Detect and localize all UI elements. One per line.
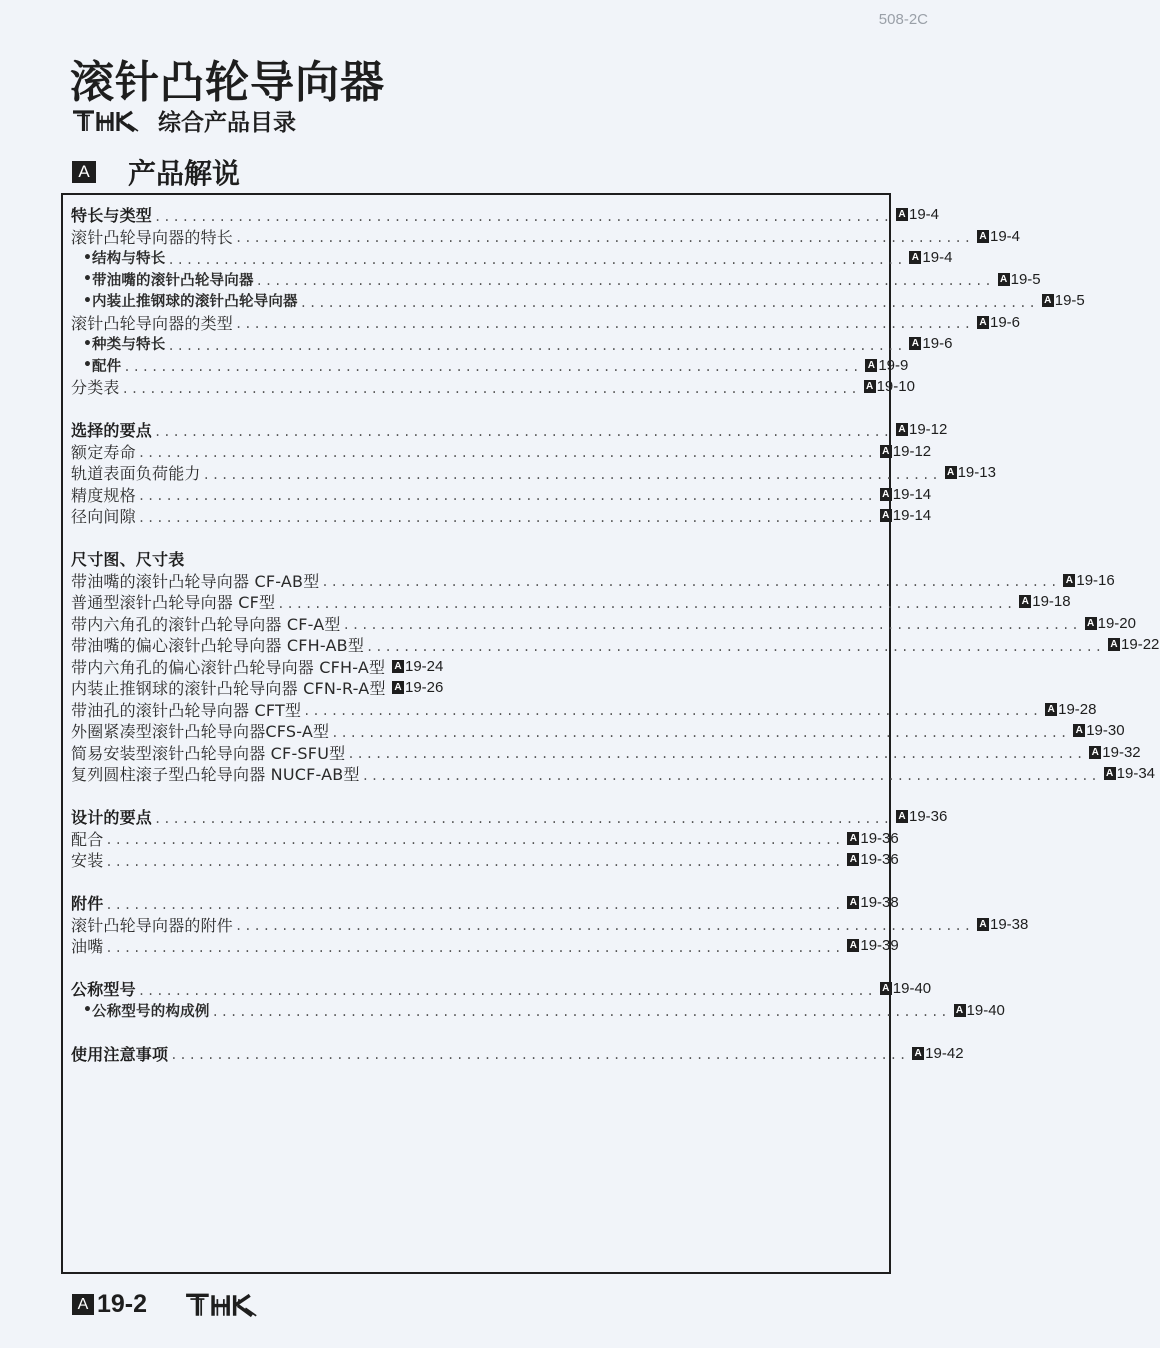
dot-leader: ................................................................................ xyxy=(321,575,1060,590)
section-a-icon: A xyxy=(896,423,908,436)
toc-page-number: 19-14 xyxy=(892,485,932,503)
toc-page-ref xyxy=(880,486,932,503)
toc-page-number: 19-4 xyxy=(989,227,1021,245)
section-title: 产品解说 xyxy=(128,157,241,190)
toc-page-ref xyxy=(909,249,961,266)
toc-page-number: 19-39 xyxy=(860,937,899,955)
toc-page-ref xyxy=(1045,701,1097,718)
section-a-icon: A xyxy=(1108,638,1120,651)
toc-page-number: 19-34 xyxy=(1116,765,1156,783)
toc-page-ref xyxy=(847,851,899,868)
toc-page-ref xyxy=(912,1045,964,1062)
dot-leader: ................................................................................ xyxy=(235,919,973,934)
toc-page-ref xyxy=(392,658,444,675)
bullet-icon: • xyxy=(83,1002,92,1019)
toc-page-number: 19-22 xyxy=(1121,636,1160,654)
toc-entry-label: 径向间隙 xyxy=(71,507,136,527)
toc-entry-label: 种类与特长 xyxy=(91,337,166,354)
section-a-icon: A xyxy=(392,660,404,673)
toc-entry[interactable] xyxy=(71,441,932,463)
toc-page-ref xyxy=(977,314,1029,331)
toc-entry-label: 普通型滚针凸轮导向器 CF型 xyxy=(71,593,276,613)
section-heading xyxy=(72,152,240,192)
toc-entry-label: 结构与特长 xyxy=(91,251,166,268)
toc-page-ref xyxy=(1019,593,1071,610)
toc-page-number: 19-38 xyxy=(860,894,899,912)
thk-logo xyxy=(72,109,148,133)
toc-page-number: 19-32 xyxy=(1102,743,1141,761)
table-of-contents xyxy=(71,204,1160,1064)
dot-leader: ................................................................................ xyxy=(137,510,876,525)
toc-entry-label: 尺寸图、尺寸表 xyxy=(71,550,185,570)
toc-page-number: 19-38 xyxy=(989,915,1029,933)
toc-entry[interactable] xyxy=(71,548,444,570)
section-a-icon: A xyxy=(912,1047,924,1060)
section-a-icon: A xyxy=(896,810,908,823)
section-a-icon: A xyxy=(909,337,921,350)
toc-page-ref xyxy=(896,206,948,223)
toc-entry[interactable] xyxy=(71,570,1115,592)
section-a-icon: A xyxy=(1042,294,1054,307)
toc-entry-label: 设计的要点 xyxy=(71,808,153,828)
toc-entry[interactable] xyxy=(71,763,1156,785)
toc-entry[interactable] xyxy=(71,333,953,355)
toc-entry-label: 内装止推钢球的滚针凸轮导向器 CFN-R-A型 xyxy=(71,679,386,699)
section-a-icon: A xyxy=(864,380,876,393)
dot-leader: ................................................................................ xyxy=(347,747,1086,762)
section-a-icon: A xyxy=(1063,574,1075,587)
dot-leader: ................................................................................ xyxy=(299,295,1038,310)
toc-page-number: 19-40 xyxy=(892,980,932,998)
toc-page-number: 19-5 xyxy=(1010,270,1041,288)
bullet-icon: • xyxy=(83,292,92,309)
toc-spacer xyxy=(71,527,444,549)
toc-page-number: 19-30 xyxy=(1086,722,1125,740)
toc-entry[interactable] xyxy=(71,355,909,377)
toc-page-number: 19-12 xyxy=(908,421,948,439)
page-title: 滚针凸轮导向器 xyxy=(70,57,385,108)
toc-page-ref xyxy=(1063,572,1115,589)
dot-leader: ................................................................................ xyxy=(202,467,941,482)
toc-entry[interactable] xyxy=(71,892,899,914)
toc-entry[interactable] xyxy=(71,742,1141,764)
toc-entry[interactable] xyxy=(71,677,444,699)
toc-page-number: 19-26 xyxy=(405,679,444,697)
toc-entry-label: 带内六角孔的滚针凸轮导向器 CF-A型 xyxy=(71,614,341,634)
toc-page-ref xyxy=(998,271,1050,288)
toc-entry-label: 滚针凸轮导向器的附件 xyxy=(71,915,234,935)
toc-entry-label: 选择的要点 xyxy=(71,421,153,441)
toc-entry[interactable] xyxy=(71,290,1085,312)
section-a-icon: A xyxy=(1085,617,1097,630)
toc-page-ref xyxy=(896,808,948,825)
section-a-icon: A xyxy=(954,1004,966,1017)
toc-page-number: 19-12 xyxy=(892,442,932,460)
toc-page-number: 19-20 xyxy=(1097,614,1136,632)
toc-page-number: 19-14 xyxy=(892,507,932,525)
toc-entry-label: 滚针凸轮导向器的特长 xyxy=(71,227,234,247)
toc-page-ref xyxy=(1089,744,1141,761)
toc-spacer xyxy=(71,398,444,420)
toc-entry[interactable] xyxy=(71,226,1021,248)
toc-page-number: 19-13 xyxy=(957,464,996,482)
section-a-icon: A xyxy=(998,273,1010,286)
dot-leader: ................................................................................ xyxy=(154,811,892,826)
document-code: 508-2C xyxy=(878,11,928,28)
toc-entry-label: 公称型号 xyxy=(71,980,136,1000)
toc-page-number: 19-5 xyxy=(1054,292,1085,310)
toc-page-number: 19-16 xyxy=(1076,571,1115,589)
toc-page-ref xyxy=(880,507,932,524)
section-a-icon: A xyxy=(880,509,892,522)
toc-entry-label: 附件 xyxy=(71,894,104,914)
section-a-icon: A xyxy=(847,832,859,845)
toc-page-number: 19-18 xyxy=(1032,593,1071,611)
toc-page-number: 19-9 xyxy=(878,356,909,374)
toc-page-ref xyxy=(945,464,997,481)
toc-spacer xyxy=(71,1021,444,1043)
toc-entry[interactable] xyxy=(71,656,444,678)
toc-entry[interactable] xyxy=(71,978,932,1000)
toc-entry[interactable] xyxy=(71,204,940,226)
dot-leader: ................................................................................ xyxy=(211,1005,950,1020)
dot-leader: ................................................................................ xyxy=(154,209,892,224)
toc-entry[interactable] xyxy=(71,613,1136,635)
toc-entry-label: 带油嘴的滚针凸轮导向器 xyxy=(91,272,254,289)
toc-page-ref xyxy=(954,1002,1006,1019)
section-a-icon: A xyxy=(392,681,404,694)
dot-leader: ................................................................................ xyxy=(277,596,1016,611)
toc-entry-label: 外圈紧凑型滚针凸轮导向器CFS-A型 xyxy=(71,722,330,742)
dot-leader: ................................................................................ xyxy=(361,768,1100,783)
section-a-icon: A xyxy=(1104,767,1116,780)
toc-entry[interactable] xyxy=(71,269,1041,291)
section-a-icon: A xyxy=(865,359,877,372)
bullet-icon: • xyxy=(83,357,92,374)
toc-spacer xyxy=(71,957,444,979)
toc-entry-label: 额定寿命 xyxy=(71,442,136,462)
dot-leader xyxy=(387,657,388,675)
toc-page-ref xyxy=(1073,722,1125,739)
section-a-icon: A xyxy=(1073,724,1085,737)
toc-entry[interactable] xyxy=(71,312,1021,334)
toc-entry[interactable] xyxy=(71,720,1125,742)
toc-spacer xyxy=(71,871,444,893)
toc-entry-label: 带油嘴的滚针凸轮导向器 CF-AB型 xyxy=(71,571,320,591)
toc-entry-label: 内装止推钢球的滚针凸轮导向器 xyxy=(91,294,298,311)
toc-entry[interactable] xyxy=(71,484,932,506)
toc-page-ref xyxy=(864,378,916,395)
toc-entry[interactable] xyxy=(71,505,932,527)
toc-entry[interactable] xyxy=(71,247,953,269)
dot-leader: ................................................................................ xyxy=(366,639,1105,654)
dot-leader: ................................................................................ xyxy=(303,704,1042,719)
catalog-subtitle: 综合产品目录 xyxy=(158,110,296,136)
footer-page-number: 19-2 xyxy=(97,1290,148,1318)
toc-page-ref xyxy=(1104,765,1156,782)
footer-letter-badge: A xyxy=(72,1294,94,1315)
toc-entry[interactable] xyxy=(71,591,1071,613)
dot-leader: ................................................................................ xyxy=(235,317,973,332)
toc-entry[interactable] xyxy=(71,914,1029,936)
toc-page-number: 19-42 xyxy=(925,1044,964,1062)
dot-leader: ................................................................................ xyxy=(105,897,844,912)
bullet-icon: • xyxy=(83,271,92,288)
toc-entry-label: 油嘴 xyxy=(71,937,104,957)
toc-entry-label: 分类表 xyxy=(71,378,120,398)
toc-entry[interactable] xyxy=(71,376,915,398)
toc-page-ref xyxy=(880,443,932,460)
bullet-icon: • xyxy=(83,249,92,266)
toc-entry[interactable] xyxy=(71,806,948,828)
toc-entry-label: 配件 xyxy=(91,358,122,375)
toc-page-number: 19-6 xyxy=(989,313,1021,331)
section-a-icon: A xyxy=(1019,595,1031,608)
toc-entry[interactable] xyxy=(71,935,899,957)
toc-page-ref xyxy=(865,357,917,374)
toc-page-number: 19-36 xyxy=(908,808,948,826)
dot-leader: ................................................................................ xyxy=(123,360,862,375)
dot-leader: ................................................................................ xyxy=(137,489,876,504)
toc-entry[interactable] xyxy=(71,419,948,441)
dot-leader: ................................................................................ xyxy=(105,854,844,869)
toc-page-ref xyxy=(896,421,948,438)
toc-page-ref xyxy=(909,335,961,352)
toc-page-ref xyxy=(847,830,899,847)
toc-entry-label: 精度规格 xyxy=(71,485,136,505)
bullet-icon: • xyxy=(83,335,92,352)
dot-leader: ................................................................................ xyxy=(137,983,876,998)
toc-page-number: 19-40 xyxy=(966,1001,1005,1019)
dot-leader: ................................................................................ xyxy=(105,833,844,848)
dot-leader: ................................................................................ xyxy=(121,381,860,396)
toc-page-ref xyxy=(847,937,899,954)
section-a-icon: A xyxy=(880,982,892,995)
dot-leader: ................................................................................ xyxy=(235,231,973,246)
dot-leader: ................................................................................ xyxy=(170,1048,909,1063)
toc-entry-label: 带内六角孔的偏心滚针凸轮导向器 CFH-A型 xyxy=(71,657,386,677)
toc-page-ref xyxy=(847,894,899,911)
dot-leader: ................................................................................ xyxy=(167,338,906,353)
section-a-icon: A xyxy=(977,918,989,931)
toc-entry[interactable] xyxy=(71,828,899,850)
section-a-icon: A xyxy=(977,230,989,243)
page-footer xyxy=(72,1290,267,1319)
toc-entry[interactable] xyxy=(71,849,899,871)
dot-leader: ................................................................................ xyxy=(342,618,1081,633)
toc-entry[interactable] xyxy=(71,1043,964,1065)
toc-spacer xyxy=(71,785,444,807)
toc-page-ref xyxy=(1042,292,1094,309)
toc-entry-label: 配合 xyxy=(71,829,104,849)
toc-entry-label: 带油孔的滚针凸轮导向器 CFT型 xyxy=(71,700,302,720)
toc-entry-label: 简易安装型滚针凸轮导向器 CF-SFU型 xyxy=(71,743,346,763)
toc-page-number: 19-10 xyxy=(876,378,915,396)
toc-page-ref xyxy=(1108,636,1160,653)
section-a-icon: A xyxy=(1089,746,1101,759)
toc-page-number: 19-36 xyxy=(860,851,899,869)
toc-page-ref xyxy=(880,980,932,997)
section-a-icon: A xyxy=(909,251,921,264)
section-a-icon: A xyxy=(945,466,957,479)
dot-leader: ................................................................................ xyxy=(167,252,906,267)
toc-entry-label: 使用注意事项 xyxy=(71,1044,169,1064)
brand-row xyxy=(72,104,296,137)
toc-page-ref xyxy=(1085,615,1137,632)
toc-page-ref xyxy=(392,679,444,696)
toc-page-ref xyxy=(977,228,1029,245)
toc-entry-label: 滚针凸轮导向器的类型 xyxy=(71,313,234,333)
section-a-icon: A xyxy=(896,208,908,221)
section-a-icon: A xyxy=(847,896,859,909)
toc-entry-label: 带油嘴的偏心滚针凸轮导向器 CFH-AB型 xyxy=(71,636,365,656)
dot-leader: ................................................................................ xyxy=(137,446,876,461)
toc-entry-label: 公称型号的构成例 xyxy=(91,1003,210,1020)
section-a-icon: A xyxy=(977,316,989,329)
section-letter-badge: A xyxy=(72,161,96,183)
toc-entry-label: 特长与类型 xyxy=(71,206,153,226)
toc-page-number: 19-36 xyxy=(860,829,899,847)
thk-logo-footer xyxy=(185,1292,267,1318)
section-a-icon: A xyxy=(880,488,892,501)
toc-entry-label: 安装 xyxy=(71,851,104,871)
toc-page-number: 19-24 xyxy=(405,657,444,675)
section-a-icon: A xyxy=(880,445,892,458)
toc-entry-label: 轨道表面负荷能力 xyxy=(71,464,201,484)
toc-entry[interactable] xyxy=(71,1000,1005,1022)
toc-entry[interactable] xyxy=(71,699,1097,721)
dot-leader: ................................................................................ xyxy=(331,725,1070,740)
dot-leader: ................................................................................ xyxy=(105,940,844,955)
toc-page-number: 19-28 xyxy=(1058,700,1097,718)
toc-entry[interactable] xyxy=(71,462,996,484)
toc-page-number: 19-4 xyxy=(908,206,940,224)
toc-entry-label: 复列圆柱滚子型凸轮导向器 NUCF-AB型 xyxy=(71,765,360,785)
toc-page-number: 19-4 xyxy=(922,249,953,267)
section-a-icon: A xyxy=(847,939,859,952)
toc-page-ref xyxy=(977,916,1029,933)
toc-page-number: 19-6 xyxy=(922,335,953,353)
toc-entry[interactable] xyxy=(71,634,1160,656)
section-a-icon: A xyxy=(847,853,859,866)
section-a-icon: A xyxy=(1045,703,1057,716)
dot-leader: ................................................................................ xyxy=(255,274,994,289)
dot-leader: ................................................................................ xyxy=(154,424,892,439)
